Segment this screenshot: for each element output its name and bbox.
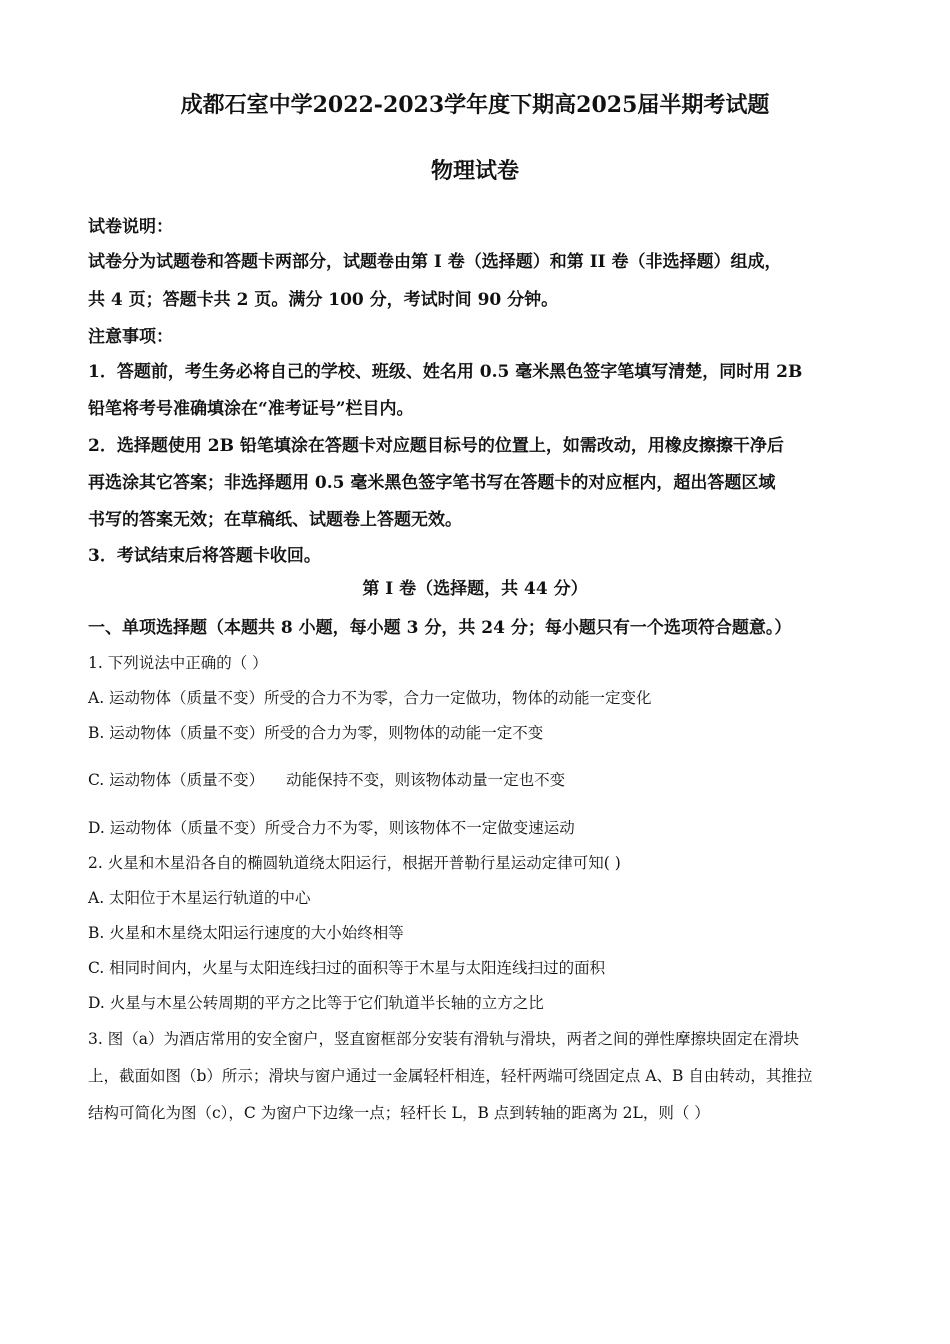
question-2-option-d: D. 火星与木星公转周期的平方之比等于它们轨道半长轴的立方之比 xyxy=(88,994,544,1012)
question-1-option-b: B. 运动物体（质量不变）所受的合力为零，则物体的动能一定不变 xyxy=(88,724,544,742)
question-2-option-a: A. 太阳位于木星运行轨道的中心 xyxy=(88,889,311,907)
note-2-line: 再选涂其它答案；非选择题用 0.5 毫米黑色签字笔书写在答题卡的对应框内，超出答题区域 xyxy=(88,473,776,493)
note-2-line: 书写的答案无效；在草稿纸、试题卷上答题无效。 xyxy=(88,510,462,530)
note-1-line: 铅笔将考号准确填涂在“准考证号”栏目内。 xyxy=(88,399,414,419)
question-1-option-a: A. 运动物体（质量不变）所受的合力不为零，合力一定做功，物体的动能一定变化 xyxy=(88,689,652,707)
notes-heading: 注意事项： xyxy=(88,327,173,347)
instructions-line: 试卷分为试题卷和答题卡两部分，试题卷由第 I 卷（选择题）和第 II 卷（非选择题）组成， xyxy=(88,252,782,272)
question-1-option-d: D. 运动物体（质量不变）所受合力不为零，则该物体不一定做变速运动 xyxy=(88,819,575,837)
exam-title: 成都石室中学2022-2023学年度下期高2025届半期考试题 xyxy=(180,92,770,118)
section-title: 第 I 卷（选择题，共 44 分） xyxy=(362,579,588,599)
question-2-stem: 2. 火星和木星沿各自的椭圆轨道绕太阳运行，根据开普勒行星运动定律可知( ) xyxy=(88,854,621,872)
question-1-stem: 1. 下列说法中正确的（ ） xyxy=(88,654,268,672)
question-3-line: 上，截面如图（b）所示；滑块与窗户通过一金属轻杆相连，轻杆两端可绕固定点 A、B 自由转动，其推拉 xyxy=(88,1067,813,1085)
question-1-option-c xyxy=(88,768,565,790)
part-heading: 一、单项选择题（本题共 8 小题，每小题 3 分，共 24 分；每小题只有一个选项符合题意。） xyxy=(88,618,792,638)
note-3: 3．考试结束后将答题卡收回。 xyxy=(88,546,321,566)
question-2-option-c: C. 相同时间内，火星与太阳连线扫过的面积等于木星与太阳连线扫过的面积 xyxy=(88,959,606,977)
note-2-line: 2．选择题使用 2B 铅笔填涂在答题卡对应题目标号的位置上，如需改动，用橡皮擦擦干净后 xyxy=(88,436,784,456)
subject-title: 物理试卷 xyxy=(430,158,519,184)
question-2-option-b: B. 火星和木星绕太阳运行速度的大小始终相等 xyxy=(88,924,404,942)
option-c-part: C. 运动物体（质量不变） xyxy=(88,771,265,789)
instructions-line: 共 4 页；答题卡共 2 页。满分 100 分，考试时间 90 分钟。 xyxy=(88,290,559,310)
question-3-line: 结构可简化为图（c），C 为窗户下边缘一点；轻杆长 L，B 点到转轴的距离为 2L，则（ ） xyxy=(88,1104,710,1122)
instructions-heading: 试卷说明： xyxy=(88,217,173,237)
note-1-line: 1．答题前，考生务必将自己的学校、班级、姓名用 0.5 毫米黑色签字笔填写清楚，同时用 2B xyxy=(88,362,803,382)
question-3-line: 3. 图（a）为酒店常用的安全窗户，竖直窗框部分安装有滑轨与滑块，两者之间的弹性摩擦块固定在滑块 xyxy=(88,1030,799,1048)
option-c-part: 动能保持不变，则该物体动量一定也不变 xyxy=(286,771,566,789)
